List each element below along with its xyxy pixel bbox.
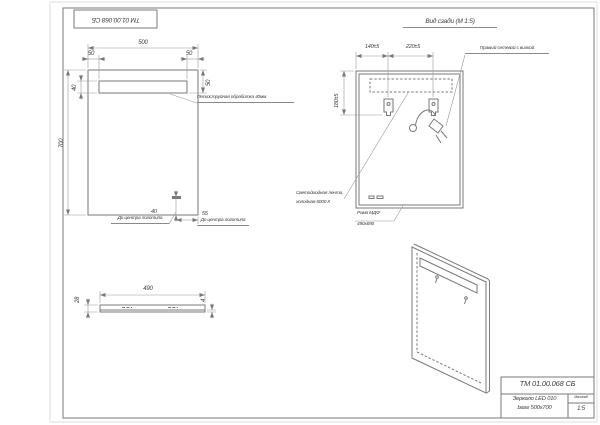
- dim-front-inset-right: 50: [185, 51, 193, 57]
- note-plug: Правый сетевой с вилкой: [465, 47, 549, 54]
- dim-front-width: 500: [138, 40, 148, 46]
- dim-hanger-top: 180±5: [334, 93, 340, 108]
- dim-side-depth: 28: [75, 296, 81, 303]
- dim-hanger-offset: 140±5: [364, 44, 380, 50]
- hanger-bracket-left: [384, 99, 393, 116]
- sheet-frame: [50, 2, 597, 422]
- dim-side-glass: 4: [201, 298, 207, 302]
- title-block-doc-number: ТМ 01.00.068 СБ: [519, 379, 576, 388]
- front-view-geometry: [64, 44, 207, 224]
- note-sandblast: Пескоструйная обработка 40мм: [197, 96, 294, 103]
- dim-side-length: 490: [143, 286, 153, 292]
- note-led-line1: Светодиодная лента,: [296, 191, 344, 196]
- power-cord-plug: [410, 110, 448, 143]
- side-view-geometry: [84, 291, 216, 319]
- note-frame: Рама МДФ: [357, 211, 380, 216]
- note-logo-center-right: До центра логотипа: [197, 219, 249, 226]
- title-block-product-line1: Зеркало LED 010: [512, 396, 557, 402]
- note-frame-size: 490х690: [357, 222, 375, 227]
- title-block-scale-label: Масштаб: [574, 395, 588, 399]
- dim-front-band-height: 40: [72, 84, 78, 91]
- back-logo-mark: [377, 196, 383, 199]
- dim-front-height: 700: [59, 138, 65, 148]
- back-logo-mark: [369, 196, 374, 199]
- perspective-view-geometry: [412, 244, 490, 393]
- dim-hanger-spacing: 220±5: [405, 44, 421, 50]
- perspective-hanger-marks: [436, 276, 468, 304]
- note-logo-center-bottom: До центра логотипа: [111, 217, 169, 224]
- title-block-scale-value: 1:5: [577, 406, 585, 412]
- dim-front-inset-left: 50: [87, 51, 95, 57]
- back-view-title: Вид сзади (М 1:5): [403, 19, 497, 28]
- note-led-line2: холодная 6000 К: [296, 200, 330, 205]
- reverse-stamp-doc-number: ТМ 01.00.068 СБ: [91, 15, 140, 23]
- back-view-geometry: [340, 52, 465, 221]
- dim-logo-right: 55: [202, 211, 208, 217]
- led-strip-dashed: [370, 79, 452, 92]
- title-block-product-line2: base 500х700: [517, 405, 552, 411]
- reverse-stamp: [74, 10, 157, 28]
- dim-front-top-to-band: 50: [206, 79, 212, 86]
- dim-logo-bottom: 40: [151, 209, 157, 215]
